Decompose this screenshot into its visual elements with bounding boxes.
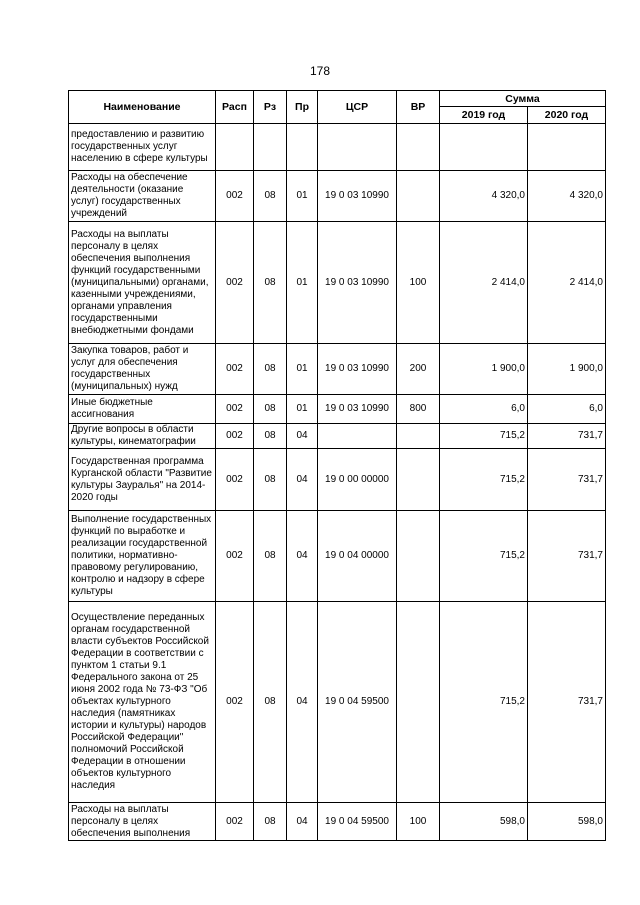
row-name-cell: предоставлению и развитию государственных услуг населению в сфере культуры <box>69 124 216 171</box>
row-2019-cell: 6,0 <box>440 395 528 424</box>
row-pr-cell: 01 <box>287 222 318 344</box>
row-name-cell: Осуществление переданных органам государственной власти субъектов Российской Федерации в соответствии с пунктом 1 статьи 9.1 Федерального закона от 25 июня 2002 года № 73-ФЗ "Об объектах культурного наследия (памятниках истории и культуры) народов Российской Федерации" полномочий Российской Федерации в отношении объектов культурного наследия <box>69 602 216 803</box>
row-2019-cell: 715,2 <box>440 602 528 803</box>
row-csr-cell: 19 0 03 10990 <box>318 395 397 424</box>
row-2019-cell: 4 320,0 <box>440 171 528 222</box>
row-2020-cell: 731,7 <box>528 511 606 602</box>
table-row <box>69 449 606 511</box>
row-rasp-cell: 002 <box>216 222 254 344</box>
table-row <box>69 424 606 449</box>
row-name-cell: Выполнение государственных функций по выработке и реализации государственной политики, нормативно-правовому регулированию, контролю и надзору в сфере культуры <box>69 511 216 602</box>
row-pr-cell: 04 <box>287 511 318 602</box>
row-name-cell: Государственная программа Курганской области "Развитие культуры Зауралья" на 2014-2020 годы <box>69 449 216 511</box>
row-rz-cell: 08 <box>254 222 287 344</box>
header-csr: ЦСР <box>318 91 397 124</box>
row-2020-cell: 6,0 <box>528 395 606 424</box>
row-pr-cell: 04 <box>287 449 318 511</box>
row-vr-cell: 800 <box>397 395 440 424</box>
row-rasp-cell: 002 <box>216 449 254 511</box>
row-2019-cell: 715,2 <box>440 449 528 511</box>
row-name-cell: Расходы на обеспечение деятельности (оказание услуг) государственных учреждений <box>69 171 216 222</box>
row-rasp-cell: 002 <box>216 602 254 803</box>
row-pr-cell: 01 <box>287 395 318 424</box>
row-csr-cell: 19 0 03 10990 <box>318 171 397 222</box>
row-rasp-cell <box>216 124 254 171</box>
table-row <box>69 511 606 602</box>
header-sum: Сумма <box>440 91 606 107</box>
table-row <box>69 344 606 395</box>
row-pr-cell <box>287 124 318 171</box>
row-pr-cell: 01 <box>287 344 318 395</box>
table-row <box>69 803 606 841</box>
row-rasp-cell: 002 <box>216 424 254 449</box>
row-vr-cell <box>397 424 440 449</box>
row-rz-cell: 08 <box>254 511 287 602</box>
header-vr: ВР <box>397 91 440 124</box>
row-2020-cell: 731,7 <box>528 449 606 511</box>
row-pr-cell: 04 <box>287 803 318 841</box>
row-rz-cell: 08 <box>254 344 287 395</box>
table-row <box>69 602 606 803</box>
row-csr-cell <box>318 424 397 449</box>
header-2020: 2020 год <box>528 107 606 124</box>
row-vr-cell: 200 <box>397 344 440 395</box>
row-pr-cell: 04 <box>287 424 318 449</box>
row-rz-cell: 08 <box>254 424 287 449</box>
row-csr-cell: 19 0 04 59500 <box>318 803 397 841</box>
row-vr-cell: 100 <box>397 803 440 841</box>
row-2020-cell: 2 414,0 <box>528 222 606 344</box>
budget-table <box>68 90 606 841</box>
row-rz-cell: 08 <box>254 395 287 424</box>
row-name-cell: Расходы на выплаты персоналу в целях обеспечения выполнения функций государственными (муниципальными) органами, казенными учреждениями, органами управления государственными внебюджетными фондами <box>69 222 216 344</box>
row-csr-cell <box>318 124 397 171</box>
row-2019-cell: 1 900,0 <box>440 344 528 395</box>
row-pr-cell: 04 <box>287 602 318 803</box>
row-rasp-cell: 002 <box>216 803 254 841</box>
table-row <box>69 124 606 171</box>
row-rasp-cell: 002 <box>216 395 254 424</box>
row-csr-cell: 19 0 04 00000 <box>318 511 397 602</box>
row-vr-cell: 100 <box>397 222 440 344</box>
row-rasp-cell: 002 <box>216 344 254 395</box>
table-body <box>69 124 606 841</box>
row-csr-cell: 19 0 03 10990 <box>318 222 397 344</box>
row-rasp-cell: 002 <box>216 171 254 222</box>
row-rz-cell: 08 <box>254 803 287 841</box>
row-vr-cell <box>397 449 440 511</box>
row-2020-cell: 731,7 <box>528 424 606 449</box>
row-name-cell: Иные бюджетные ассигнования <box>69 395 216 424</box>
row-csr-cell: 19 0 03 10990 <box>318 344 397 395</box>
table-row <box>69 222 606 344</box>
header-rz: Рз <box>254 91 287 124</box>
row-name-cell: Другие вопросы в области культуры, кинематографии <box>69 424 216 449</box>
row-2020-cell: 1 900,0 <box>528 344 606 395</box>
row-2019-cell: 598,0 <box>440 803 528 841</box>
row-2020-cell <box>528 124 606 171</box>
row-vr-cell <box>397 171 440 222</box>
header-name: Наименование <box>69 91 216 124</box>
row-rz-cell: 08 <box>254 449 287 511</box>
row-name-cell: Закупка товаров, работ и услуг для обеспечения государственных (муниципальных) нужд <box>69 344 216 395</box>
row-vr-cell <box>397 602 440 803</box>
row-2019-cell: 2 414,0 <box>440 222 528 344</box>
header-2019: 2019 год <box>440 107 528 124</box>
row-vr-cell <box>397 511 440 602</box>
table-row <box>69 395 606 424</box>
row-rz-cell <box>254 124 287 171</box>
table-row <box>69 171 606 222</box>
row-2020-cell: 4 320,0 <box>528 171 606 222</box>
header-rasp: Расп <box>216 91 254 124</box>
row-rz-cell: 08 <box>254 602 287 803</box>
row-2020-cell: 598,0 <box>528 803 606 841</box>
page-number: 178 <box>309 64 331 78</box>
row-2019-cell: 715,2 <box>440 511 528 602</box>
row-name-cell: Расходы на выплаты персоналу в целях обеспечения выполнения <box>69 803 216 841</box>
row-rz-cell: 08 <box>254 171 287 222</box>
row-vr-cell <box>397 124 440 171</box>
row-2019-cell: 715,2 <box>440 424 528 449</box>
row-2019-cell <box>440 124 528 171</box>
row-2020-cell: 731,7 <box>528 602 606 803</box>
row-rasp-cell: 002 <box>216 511 254 602</box>
row-csr-cell: 19 0 00 00000 <box>318 449 397 511</box>
row-pr-cell: 01 <box>287 171 318 222</box>
row-csr-cell: 19 0 04 59500 <box>318 602 397 803</box>
header-pr: Пр <box>287 91 318 124</box>
